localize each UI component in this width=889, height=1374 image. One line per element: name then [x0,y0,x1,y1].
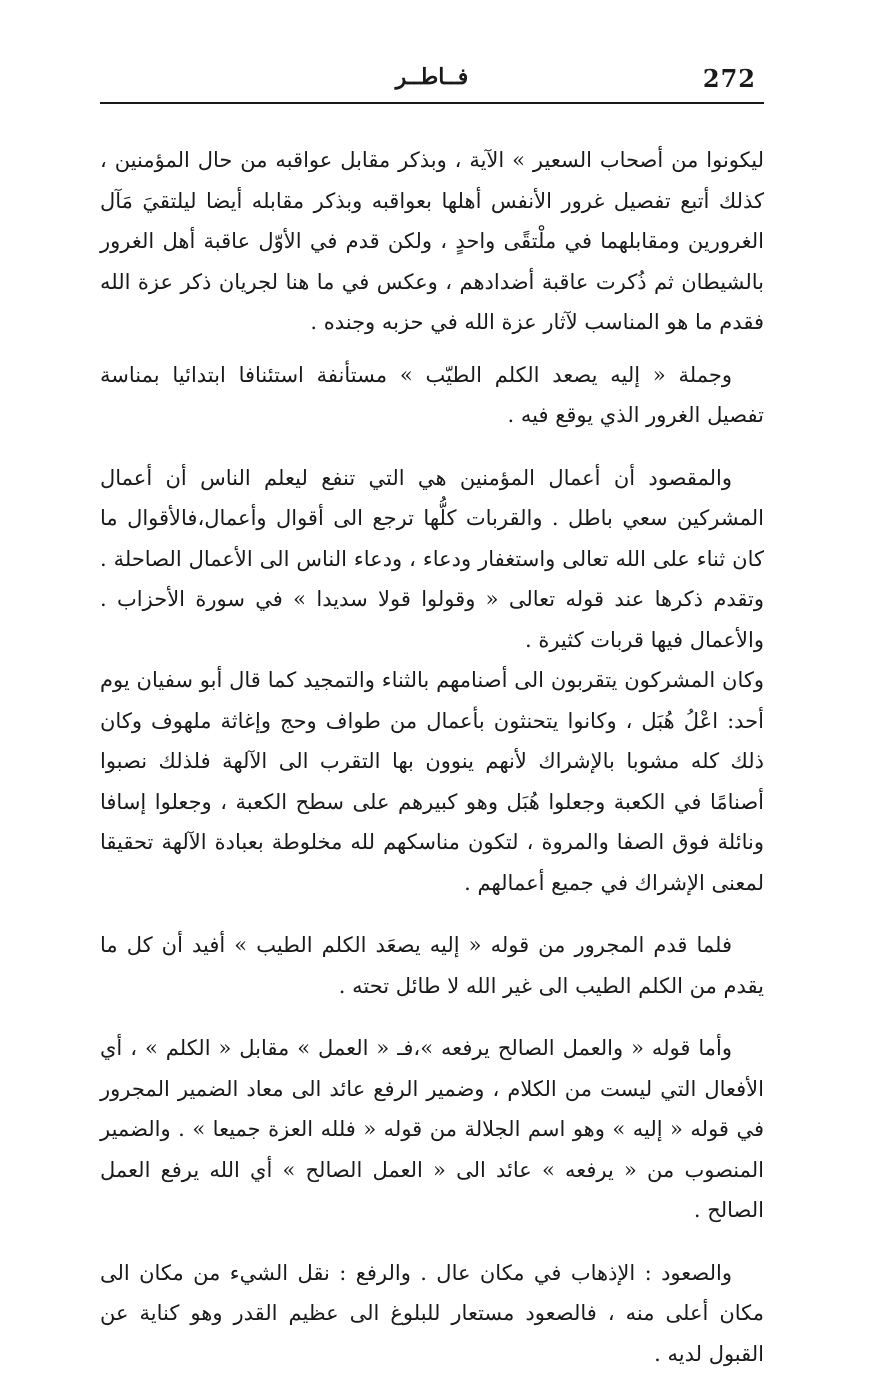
paragraph: وكان المشركون يتقربون الى أصنامهم بالثناء والتمجيد كما قال أبو سفيان يوم أحد: اعْلُ هُبَل ، وكانوا يتحنثون بأعمال من طواف وحج وإغاثة ملهوف وكان ذلك كله مشوبا بالإشراك لأنهم ينوون بها التقرب الى الآلهة فلذلك نصبوا أصنامًا في الكعبة وجعلوا هُبَل وهو كبيرهم على سطح الكعبة ، وجعلوا إسافا ونائلة فوق الصفا والمروة ، لتكون مناسكهم لله مخلوطة بعبادة الآلهة تحقيقا لمعنى الإشراك في جميع أعمالهم . [100,660,764,903]
paragraph: وأما قوله « والعمل الصالح يرفعه »،فـ « العمل » مقابل « الكلم » ، أي الأفعال التي ليست من الكلام ، وضمير الرفع عائد الى معاد الضمير المجرور في قوله « إليه » وهو اسم الجلالة من قوله « فلله العزة جميعا » . والضمير المنصوب من « يرفعه » عائد الى « العمل الصالح » أي الله يرفع العمل الصالح . [100,1028,764,1231]
page-header [100,62,764,98]
running-title: فــاطــر [100,64,764,90]
page-number: 272 [703,64,756,93]
paragraph-gap [100,436,764,458]
paragraph-gap [100,903,764,925]
paragraph: ليكونوا من أصحاب السعير » الآية ، وبذكر مقابل عواقبه من حال المؤمنين ، كذلك أتبع تفصيل غرور الأنفس أهلها بعواقبه وبذكر مقابله أيضا ليلتقيَ مَآل الغرورين ومقابلهما في ملْتقًى واحدٍ ، ولكن قدم في الأوّل عاقبة أهل الغرور بالشيطان ثم ذُكرت عاقبة أضدادهم ، وعكس في ما هنا لجريان ذكر عزة الله فقدم ما هو المناسب لآثار عزة الله في حزبه وجنده . [100,140,764,343]
paragraph: والصعود : الإذهاب في مكان عال . والرفع : نقل الشيء من مكان الى مكان أعلى منه ، فالصعود مستعار للبلوغ الى عظيم القدر وهو كناية عن القبول لديه . [100,1253,764,1374]
paragraph: فلما قدم المجرور من قوله « إليه يصعَد الكلم الطيب » أفيد أن كل ما يقدم من الكلم الطيب الى غير الله لا طائل تحته . [100,925,764,1006]
header-divider [100,102,764,104]
paragraph-gap [100,1231,764,1253]
paragraph-gap [100,1006,764,1028]
paragraph: والمقصود أن أعمال المؤمنين هي التي تنفع ليعلم الناس أن أعمال المشركين سعي باطل . والقربات كلُّها ترجع الى أقوال وأعمال،فالأقوال ما كان ثناء على الله تعالى واستغفار ودعاء ، ودعاء الناس الى الأعمال الصاحلة . وتقدم ذكرها عند قوله تعالى « وقولوا قولا سديدا » في سورة الأحزاب . والأعمال فيها قربات كثيرة . [100,458,764,661]
page-body [100,140,764,1374]
paragraph-gap [100,343,764,355]
paragraph: وجملة « إليه يصعد الكلم الطيّب » مستأنفة استئنافا ابتدائيا بمناسة تفصيل الغرور الذي يوقع فيه . [100,355,764,436]
